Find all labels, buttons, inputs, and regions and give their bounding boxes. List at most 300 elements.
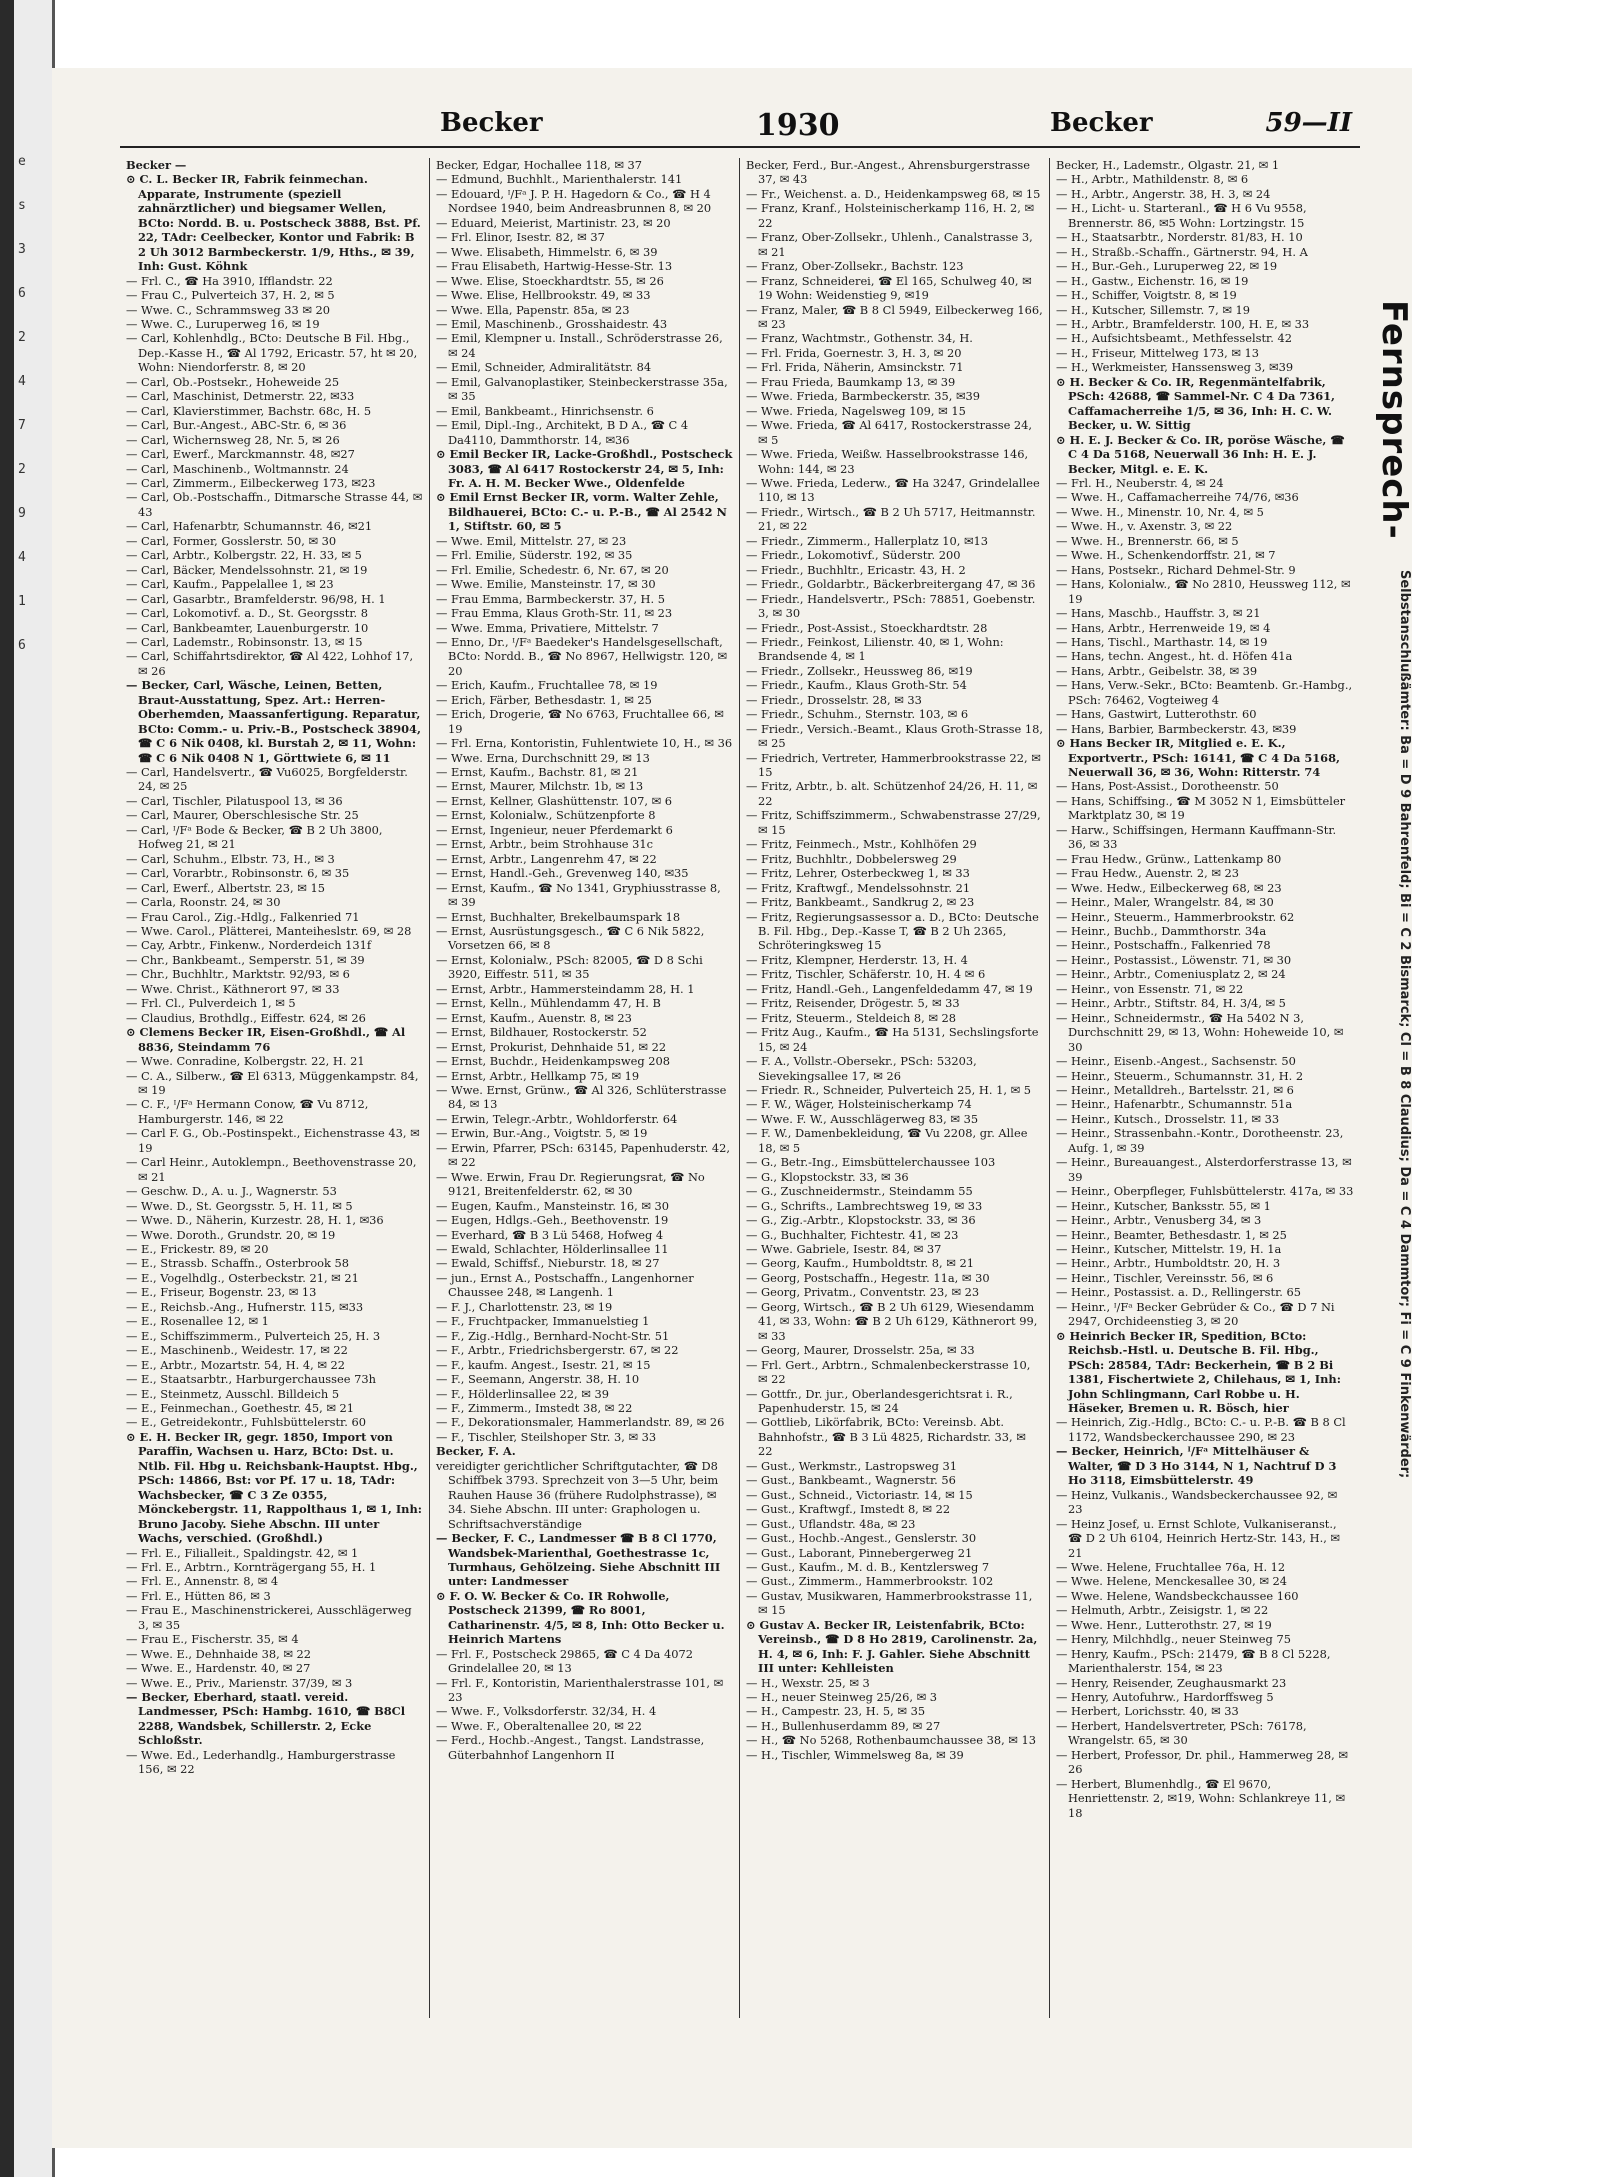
directory-entry: — Emil, Klempner u. Install., Schröderstrasse 26, ✉ 24 <box>436 331 723 360</box>
directory-entry: — Fritz, Klempner, Herderstr. 13, H. 4 <box>746 952 968 967</box>
directory-entry: — Friedrich, Vertreter, Hammerbrookstrasse 22, ✉ 15 <box>746 750 1041 780</box>
directory-entry: — Emil, Dipl.-Ing., Architekt, B D A., ☎ C 4 Da4110, Dammthorstr. 14, ✉36 <box>436 418 689 447</box>
directory-entry: — Frl. E., Arbtrn., Kornträgergang 55, H. 1 <box>126 1559 377 1574</box>
directory-firm-entry: ⊙ Gustav A. Becker IR, Leistenfabrik, BCto: Vereinsb., ☎ D 8 Ho 2819, Carolinenstr. 2a, H. 4, ✉ 6, Inh: F. J. Gahler. Siehe Abschnitt III unter: Kehlleisten <box>746 1617 1038 1676</box>
directory-entry: — Wwe. Elise, Stoeckhardtstr. 55, ✉ 26 <box>436 273 664 288</box>
directory-entry: — Wwe. Ernst, Grünw., ☎ Al 326, Schlüterstrasse 84, ✉ 13 <box>436 1083 727 1112</box>
directory-entry: — Frl. F., Postscheck 29865, ☎ C 4 Da 4072 Grindelallee 20, ✉ 13 <box>436 1646 693 1676</box>
directory-entry: — Hans, Maschb., Hauffstr. 3, ✉ 21 <box>1056 606 1261 621</box>
directory-entry: — Fritz Aug., Kaufm., ☎ Ha 5131, Sechslingsforte 15, ✉ 24 <box>746 1025 1039 1054</box>
directory-entry: — Gust., Laborant, Pinnebergerweg 21 <box>746 1545 973 1560</box>
directory-entry: — E., Arbtr., Mozartstr. 54, H. 4, ✉ 22 <box>126 1357 346 1372</box>
directory-column-1 <box>120 158 430 2018</box>
directory-entry: — F. A., Vollstr.-Obersekr., PSch: 53203, Sievekingsallee 17, ✉ 26 <box>746 1054 977 1083</box>
directory-entry: — Carl, Zimmerm., Eilbeckerweg 173, ✉23 <box>126 475 376 490</box>
directory-firm-entry: ⊙ C. L. Becker IR, Fabrik feinmechan. Apparate, Instrumente (speziell zahnärztlicher) und biegsamer Wellen, BCto: Nordd. B. u. Postscheck 3888, Bst. Pf. 22, TAdr: Ceelbecker, Kontor und Fabrik: B 2 Uh 3012 Barmbeckerstr. 1/9, Hths., ✉ 39, Inh: Gust. Köhnk <box>126 172 421 274</box>
directory-entry: — Eduard, Meierist, Martinistr. 23, ✉ 20 <box>436 215 671 230</box>
directory-entry: — Hans, Postsekr., Richard Dehmel-Str. 9 <box>1056 562 1296 577</box>
directory-entry: — Carl, Hafenarbtr, Schumannstr. 46, ✉21 <box>126 519 373 534</box>
directory-entry: — H., Arbtr., Bramfelderstr. 100, H. E, ✉ 33 <box>1056 316 1310 331</box>
directory-entry: — Ernst, Kelln., Mühlendamm 47, H. B <box>436 996 661 1011</box>
directory-entry: — Wwe. F. W., Ausschlägerweg 83, ✉ 35 <box>746 1111 979 1126</box>
directory-entry: — F., Arbtr., Friedrichsbergerstr. 67, ✉ 22 <box>436 1343 679 1358</box>
directory-entry: — Ernst, Bildhauer, Rostockerstr. 52 <box>436 1025 647 1040</box>
directory-entry: — Ernst, Arbtr., beim Strohhause 31c <box>436 837 654 852</box>
directory-entry: — Herbert, Handelsvertreter, PSch: 76178, Wrangelstr. 65, ✉ 30 <box>1056 1718 1307 1748</box>
directory-entry: — Fritz, Tischler, Schäferstr. 10, H. 4 ✉ 6 <box>746 967 986 982</box>
directory-entry: — F., Hölderlinsallee 22, ✉ 39 <box>436 1386 609 1401</box>
binding-mark: s <box>18 198 26 213</box>
directory-entry: — Wwe. Erwin, Frau Dr. Regierungsrat, ☎ No 9121, Breitenfelderstr. 62, ✉ 30 <box>436 1169 705 1199</box>
header-page-number: 59—II <box>1265 108 1352 138</box>
directory-entry: — Carl, Wichernsweg 28, Nr. 5, ✉ 26 <box>126 432 340 447</box>
directory-entry: — Eugen, Kaufm., Mansteinstr. 16, ✉ 30 <box>436 1198 669 1213</box>
directory-entry: — H., Straßb.-Schaffn., Gärtnerstr. 94, H. A <box>1056 244 1308 259</box>
directory-entry: — Edouard, ᴵ/Fᵃ J. P. H. Hagedorn & Co., ☎ H 4 Nordsee 1940, beim Andreasbrunnen 8, ✉ 20 <box>436 186 712 216</box>
directory-entry: — G., Buchhalter, Fichtestr. 41, ✉ 23 <box>746 1227 959 1242</box>
directory-entry: — Heinr., Postschaffn., Falkenried 78 <box>1056 938 1271 953</box>
directory-entry: — Wwe. H., v. Axenstr. 3, ✉ 22 <box>1056 519 1233 534</box>
directory-entry: — Frl. Gert., Arbtrn., Schmalenbeckerstrasse 10, ✉ 22 <box>746 1357 1031 1387</box>
directory-entry: — Erwin, Telegr.-Arbtr., Wohldorferstr. 64 <box>436 1111 678 1126</box>
directory-entry: — Geschw. D., A. u. J., Wagnerstr. 53 <box>126 1184 337 1199</box>
directory-firm-entry: Becker, F. A. <box>436 1444 516 1459</box>
directory-entry: — Frau E., Fischerstr. 35, ✉ 4 <box>126 1632 299 1647</box>
directory-entry: — Wwe. Erna, Durchschnitt 29, ✉ 13 <box>436 750 650 765</box>
directory-entry: — Ewald, Schiffsf., Nieburstr. 18, ✉ 27 <box>436 1256 660 1271</box>
directory-entry: — Ernst, Maurer, Milchstr. 1b, ✉ 13 <box>436 779 644 794</box>
directory-entry: Becker, H., Lademstr., Olgastr. 21, ✉ 1 <box>1056 158 1280 172</box>
directory-entry: — Carl, ᴵ/Fᵃ Bode & Becker, ☎ B 2 Uh 3800, Hofweg 21, ✉ 21 <box>126 822 383 852</box>
directory-entry: — Gust., Schneid., Victoriastr. 14, ✉ 15 <box>746 1487 973 1502</box>
directory-entry: — Carl, Kaufm., Pappelallee 1, ✉ 23 <box>126 577 334 592</box>
directory-entry: — Frau Hedw., Auenstr. 2, ✉ 23 <box>1056 866 1239 881</box>
directory-columns <box>120 158 1360 2018</box>
directory-firm-entry: — Becker, Eberhard, staatl. vereid. Landmesser, PSch: Hambg. 1610, ☎ B8Cl 2288, Wandsbek, Schillerstr. 2, Ecke Schloßstr. <box>126 1690 406 1748</box>
directory-entry: — Frl. Frida, Goernestr. 3, H. 3, ✉ 20 <box>746 345 962 360</box>
binding-mark: 9 <box>18 506 26 521</box>
directory-entry: — Fritz, Handl.-Geh., Langenfeldedamm 47, ✉ 19 <box>746 981 1033 996</box>
directory-firm-entry: ⊙ Clemens Becker IR, Eisen-Großhdl., ☎ Al 8836, Steindamm 76 <box>126 1025 406 1054</box>
directory-entry: — E., Vogelhdlg., Osterbeckstr. 21, ✉ 21 <box>126 1270 359 1285</box>
directory-entry: — Wwe. Frieda, Weißw. Hasselbrookstrasse 146, Wohn: 144, ✉ 23 <box>746 447 1029 476</box>
directory-entry: — Ernst, Kellner, Glashüttenstr. 107, ✉ 6 <box>436 793 673 808</box>
directory-entry: — F., Seemann, Angerstr. 38, H. 10 <box>436 1372 640 1387</box>
directory-entry: Becker, Ferd., Bur.-Angest., Ahrensburgerstrasse 37, ✉ 43 <box>746 158 1031 187</box>
directory-entry: — Wwe. C., Schrammsweg 33 ✉ 20 <box>126 302 331 317</box>
directory-entry: — Heinr., Postassist., Löwenstr. 71, ✉ 30 <box>1056 952 1292 967</box>
directory-entry: — Erich, Drogerie, ☎ No 6763, Fruchtallee 66, ✉ 19 <box>436 707 724 736</box>
directory-entry: — H., Aufsichtsbeamt., Methfesselstr. 42 <box>1056 331 1292 346</box>
directory-entry: — H., Arbtr., Mathildenstr. 8, ✉ 6 <box>1056 172 1249 187</box>
directory-entry: — Emil, Schneider, Admiralitätstr. 84 <box>436 360 652 375</box>
directory-entry: — Fritz, Steuerm., Steldeich 8, ✉ 28 <box>746 1010 957 1025</box>
directory-entry: — Emil, Galvanoplastiker, Steinbeckerstrasse 35a, ✉ 35 <box>436 374 728 404</box>
directory-entry: — Heinr., Kutsch., Drosselstr. 11, ✉ 33 <box>1056 1111 1280 1126</box>
directory-entry: — Wwe. H., Caffamacherreihe 74/76, ✉36 <box>1056 490 1299 505</box>
directory-entry: — Heinr., Maler, Wrangelstr. 84, ✉ 30 <box>1056 895 1274 910</box>
directory-entry: — Ernst, Prokurist, Dehnhaide 51, ✉ 22 <box>436 1039 667 1054</box>
directory-entry: — F. W., Damenbekleidung, ☎ Vu 2208, gr. Allee 18, ✉ 5 <box>746 1126 1028 1155</box>
directory-entry: — Carl, Maschinenb., Woltmannstr. 24 <box>126 461 349 476</box>
directory-entry: — Hans, Arbtr., Geibelstr. 38, ✉ 39 <box>1056 663 1258 678</box>
directory-entry: — H., Tischler, Wimmelsweg 8a, ✉ 39 <box>746 1747 964 1762</box>
binding-mark: 3 <box>18 242 26 257</box>
directory-firm-entry: ⊙ F. O. W. Becker & Co. IR Rohwolle, Postscheck 21399, ☎ Ro 8001, Catharinenstr. 4/5, ✉ 8, Inh: Otto Becker u. Heinrich Martens <box>436 1588 725 1647</box>
directory-entry: — Wwe. Emma, Privatiere, Mittelstr. 7 <box>436 620 659 635</box>
directory-entry: — Wwe. E., Hardenstr. 40, ✉ 27 <box>126 1661 311 1676</box>
directory-entry: — Fritz, Arbtr., b. alt. Schützenhof 24/26, H. 11, ✉ 22 <box>746 779 1038 808</box>
directory-entry: — Wwe. Frieda, Nagelsweg 109, ✉ 15 <box>746 403 966 418</box>
directory-entry: — Henry, Milchhdlg., neuer Steinweg 75 <box>1056 1632 1291 1647</box>
directory-entry: — E., Getreidekontr., Fuhlsbüttelerstr. 60 <box>126 1415 366 1430</box>
directory-entry: — E., Frickestr. 89, ✉ 20 <box>126 1241 269 1256</box>
directory-entry: — Gust., Hochb.-Angest., Genslerstr. 30 <box>746 1531 977 1546</box>
directory-entry: — Ernst, Arbtr., Hammersteindamm 28, H. 1 <box>436 981 695 996</box>
directory-entry: — Hans, Verw.-Sekr., BCto: Beamtenb. Gr.-Hambg., PSch: 76462, Vogteiweg 4 <box>1056 678 1353 707</box>
directory-entry: — E., Strassb. Schaffn., Osterbrook 58 <box>126 1256 350 1271</box>
directory-entry: — Carl F. G., Ob.-Postinspekt., Eichenstrasse 43, ✉ 19 <box>126 1126 420 1155</box>
directory-entry: — H., Kutscher, Sillemstr. 7, ✉ 19 <box>1056 302 1250 317</box>
directory-entry: — Carl, Maschinist, Detmerstr. 22, ✉33 <box>126 389 355 404</box>
directory-entry: — Erich, Kaufm., Fruchtallee 78, ✉ 19 <box>436 678 658 693</box>
directory-entry: — Fritz, Bankbeamt., Sandkrug 2, ✉ 23 <box>746 895 975 910</box>
directory-entry: — F., kaufm. Angest., Isestr. 21, ✉ 15 <box>436 1357 651 1372</box>
directory-entry: — Carl, Tischler, Pilatuspool 13, ✉ 36 <box>126 793 343 808</box>
directory-entry: — Wwe. Helene, Fruchtallee 76a, H. 12 <box>1056 1559 1286 1574</box>
directory-entry: — H., Bullenhuserdamm 89, ✉ 27 <box>746 1718 941 1733</box>
directory-entry: — G., Schrifts., Lambrechtsweg 19, ✉ 33 <box>746 1198 983 1213</box>
directory-entry: — Wwe. F., Oberaltenallee 20, ✉ 22 <box>436 1718 642 1733</box>
directory-entry: — H., Campestr. 23, H. 5, ✉ 35 <box>746 1704 926 1719</box>
directory-entry: — Claudius, Brothdlg., Eiffestr. 624, ✉ 26 <box>126 1010 366 1025</box>
directory-entry: — H., Licht- u. Starteranl., ☎ H 6 Vu 9558, Brennerstr. 86, ✉5 Wohn: Lortzingstr. 15 <box>1056 201 1307 230</box>
directory-entry: — Ernst, Kolonialw., PSch: 82005, ☎ D 8 Schi 3920, Eiffestr. 511, ✉ 35 <box>436 952 703 982</box>
directory-entry: — F., Tischler, Steilshoper Str. 3, ✉ 33 <box>436 1429 657 1444</box>
binding-mark: 4 <box>18 550 26 565</box>
directory-entry: — Carl, Schuhm., Elbstr. 73, H., ✉ 3 <box>126 851 335 866</box>
directory-entry: — Ewald, Schlachter, Hölderlinsallee 11 <box>436 1241 669 1256</box>
directory-entry: — Carl, Vorarbtr., Robinsonstr. 6, ✉ 35 <box>126 866 350 881</box>
directory-entry: — Friedr., Lokomotivf., Süderstr. 200 <box>746 548 961 563</box>
directory-entry: — Gust., Werkmstr., Lastropsweg 31 <box>746 1458 957 1473</box>
directory-entry: — Friedr., Goldarbtr., Bäckerbreitergang 47, ✉ 36 <box>746 577 1036 592</box>
directory-column-2 <box>430 158 740 2018</box>
directory-entry: — Friedr., Kaufm., Klaus Groth-Str. 54 <box>746 678 967 693</box>
directory-entry: — Ferd., Hochb.-Angest., Tangst. Landstrasse, Güterbahnhof Langenhorn II <box>436 1733 705 1762</box>
directory-entry: — Herbert, Blumenhdlg., ☎ El 9670, Henriettenstr. 2, ✉19, Wohn: Schlankreye 11, ✉ 18 <box>1056 1776 1346 1820</box>
directory-entry: — Frl. F., Kontoristin, Marienthalerstrasse 101, ✉ 23 <box>436 1675 724 1705</box>
directory-entry: — Heinr., Hafenarbtr., Schumannstr. 51a <box>1056 1097 1293 1112</box>
directory-entry: — Frl. Erna, Kontoristin, Fuhlentwiete 10, H., ✉ 36 <box>436 736 733 751</box>
directory-entry: — Henry, Autofuhrw., Hardorffsweg 5 <box>1056 1690 1274 1705</box>
directory-entry: — E., Staatsarbtr., Harburgerchaussee 73h <box>126 1372 376 1387</box>
directory-entry: — Heinz Josef, u. Ernst Schlote, Vulkaniseranst., ☎ D 2 Uh 6104, Heinrich Hertz-Str. 143, H., ✉ 21 <box>1056 1516 1340 1560</box>
directory-entry: — Heinr., Metalldreh., Bartelsstr. 21, ✉ 6 <box>1056 1083 1294 1097</box>
directory-entry: — Friedr., Schuhm., Sternstr. 103, ✉ 6 <box>746 707 969 722</box>
binding-margin-characters <box>18 140 46 668</box>
directory-entry: — Eugen, Hdlgs.-Geh., Beethovenstr. 19 <box>436 1213 669 1228</box>
binding-mark: 6 <box>18 638 26 653</box>
directory-entry: — Frl. Emilie, Süderstr. 192, ✉ 35 <box>436 548 633 563</box>
directory-firm-entry: ⊙ E. H. Becker IR, gegr. 1850, Import von Paraffin, Wachsen u. Harz, BCto: Dst. u. Ntlb. Fil. Hbg u. Reichsbank-Hauptst. Hbg., PSch: 14866, Bst: vor Pf. 17 u. 18, TAdr: Wachsbecker, ☎ C 3 Ze 0355, Mönckebergstr. 11, Rappolthaus 1, ✉ 1, Inh: Bruno Jacoby. Siehe Abschn. III unter Wachs, verschied. (Großhdl.) <box>126 1429 422 1546</box>
directory-entry: — Fritz, Schiffszimmerm., Schwabenstrasse 27/29, ✉ 15 <box>746 808 1041 837</box>
directory-entry: — Heinr., Tischler, Vereinsstr. 56, ✉ 6 <box>1056 1270 1274 1285</box>
directory-entry: — Carl, Schiffahrtsdirektor, ☎ Al 422, Lohhof 17, ✉ 26 <box>126 649 414 678</box>
directory-entry: — Wwe. Elise, Hellbrookstr. 49, ✉ 33 <box>436 288 651 303</box>
directory-entry: — G., Klopstockstr. 33, ✉ 36 <box>746 1169 909 1184</box>
directory-entry: — Frl. E., Filialleit., Spaldingstr. 42, ✉ 1 <box>126 1545 359 1560</box>
directory-entry: — Georg, Kaufm., Humboldtstr. 8, ✉ 21 <box>746 1256 974 1271</box>
directory-entry: — Friedr., Buchhltr., Ericastr. 43, H. 2 <box>746 562 966 577</box>
directory-entry: — Everhard, ☎ B 3 Lü 5468, Hofweg 4 <box>436 1227 664 1242</box>
directory-entry: — Heinr., Eisenb.-Angest., Sachsenstr. 50 <box>1056 1054 1296 1069</box>
directory-entry: — Carl, Former, Gosslerstr. 50, ✉ 30 <box>126 533 337 548</box>
directory-entry: — Heinr., Kutscher, Mittelstr. 19, H. 1a <box>1056 1241 1282 1256</box>
directory-entry: — H., Staatsarbtr., Norderstr. 81/83, H. 10 <box>1056 230 1303 245</box>
directory-entry: — Wwe. Christ., Käthnerort 97, ✉ 33 <box>126 981 340 996</box>
directory-entry: — E., Reichsb.-Ang., Hufnerstr. 115, ✉33 <box>126 1299 364 1314</box>
directory-entry: — F. J., Charlottenstr. 23, ✉ 19 <box>436 1299 613 1314</box>
directory-entry: — Heinr., Steuerm., Hammerbrookstr. 62 <box>1056 909 1295 924</box>
directory-entry: — Frau Emma, Barmbeckerstr. 37, H. 5 <box>436 591 665 606</box>
directory-entry: — H., Schiffer, Voigtstr. 8, ✉ 19 <box>1056 288 1237 303</box>
directory-entry: — Carl, Ewerf., Marckmannstr. 48, ✉27 <box>126 447 355 462</box>
directory-entry: — Frau E., Maschinenstrickerei, Ausschlägerweg 3, ✉ 35 <box>126 1603 412 1632</box>
directory-entry: — Carl, Maurer, Oberschlesische Str. 25 <box>126 808 359 823</box>
directory-entry: — Franz, Kranf., Holsteinischerkamp 116, H. 2, ✉ 22 <box>746 201 1035 230</box>
directory-entry: — Wwe. E., Dehnhaide 38, ✉ 22 <box>126 1646 311 1661</box>
directory-firm-entry: — Becker, Heinrich, ᴵ/Fᵃ Mittelhäuser & Walter, ☎ D 3 Ho 3144, N 1, Nachtruf D 3 Ho 3118, Eimsbüttelerstr. 49 <box>1056 1444 1337 1488</box>
directory-entry: — Ernst, Arbtr., Hellkamp 75, ✉ 19 <box>436 1068 640 1083</box>
directory-entry: — Chr., Bankbeamt., Semperstr. 51, ✉ 39 <box>126 952 365 967</box>
directory-entry: — Wwe. F., Volksdorferstr. 32/34, H. 4 <box>436 1704 657 1719</box>
directory-entry: — Gust., Zimmerm., Hammerbrookstr. 102 <box>746 1574 994 1589</box>
binding-edge <box>0 0 14 2177</box>
directory-entry: vereidigter gerichtlicher Schriftgutachter, ☎ D8 Schiffbek 3793. Sprechzeit von 3—5 Uhr, beim Rauhen Hause 36 (frühere Rudolphstrasse), ✉ 34. Siehe Abschn. III unter: Graphologen u. Schriftsachverständige <box>436 1458 719 1531</box>
directory-entry: — Georg, Maurer, Drosselstr. 25a, ✉ 33 <box>746 1343 975 1358</box>
directory-entry: — F., Zig.-Hdlg., Bernhard-Nocht-Str. 51 <box>436 1328 670 1343</box>
directory-entry: — Carl, Gasarbtr., Bramfelderstr. 96/98, H. 1 <box>126 591 386 606</box>
directory-entry: — Carl, Bankbeamter, Lauenburgerstr. 10 <box>126 620 369 635</box>
directory-entry: — C. A., Silberw., ☎ El 6313, Müggenkampstr. 84, ✉ 19 <box>126 1068 419 1097</box>
directory-entry: Becker, Edgar, Hochallee 118, ✉ 37 <box>436 158 643 172</box>
directory-entry: — Heinr., Steuerm., Schumannstr. 31, H. 2 <box>1056 1068 1304 1083</box>
directory-entry: — Franz, Maler, ☎ B 8 Cl 5949, Eilbeckerweg 166, ✉ 23 <box>746 302 1043 331</box>
directory-entry: — Frl. E., Hütten 86, ✉ 3 <box>126 1588 271 1603</box>
directory-entry: — Heinr., Arbtr., Venusberg 34, ✉ 3 <box>1056 1213 1262 1228</box>
directory-entry: — G., Betr.-Ing., Eimsbüttelerchaussee 103 <box>746 1155 996 1170</box>
directory-entry: — Hans, Gastwirt, Lutterothstr. 60 <box>1056 707 1257 722</box>
binding-mark: 2 <box>18 330 26 345</box>
directory-entry: — Frau Frieda, Baumkamp 13, ✉ 39 <box>746 374 956 389</box>
directory-entry: — Ernst, Kaufm., Bachstr. 81, ✉ 21 <box>436 765 639 780</box>
directory-entry: — Heinrich, Zig.-Hdlg., BCto: C.- u. P.-B. ☎ B 8 Cl 1172, Wandsbeckerchaussee 290, ✉ 23 <box>1056 1415 1346 1444</box>
directory-entry: — Friedr., Handelsvertr., PSch: 78851, Goebenstr. 3, ✉ 30 <box>746 591 1036 621</box>
directory-entry: — H., Gastw., Eichenstr. 16, ✉ 19 <box>1056 273 1249 288</box>
sidebar-title: Fernsprech- <box>1374 300 1414 540</box>
directory-entry: — F., Fruchtpacker, Immanuelstieg 1 <box>436 1314 650 1329</box>
directory-entry: — Fritz, Kraftwgf., Mendelssohnstr. 21 <box>746 880 971 895</box>
directory-entry: — Fritz, Reisender, Drögestr. 5, ✉ 33 <box>746 996 960 1011</box>
directory-entry: — Friedr., Post-Assist., Stoeckhardtstr. 28 <box>746 620 988 635</box>
directory-entry: — F., Dekorationsmaler, Hammerlandstr. 89, ✉ 26 <box>436 1415 725 1430</box>
directory-entry: — Wwe. H., Brennerstr. 66, ✉ 5 <box>1056 533 1239 548</box>
directory-entry: — H., Bur.-Geh., Luruperweg 22, ✉ 19 <box>1056 259 1278 274</box>
directory-entry: — Hans, Tischl., Marthastr. 14, ✉ 19 <box>1056 634 1268 649</box>
directory-entry: — Wwe. Henr., Lutterothstr. 27, ✉ 19 <box>1056 1617 1272 1632</box>
directory-entry: — H., Arbtr., Angerstr. 38, H. 3, ✉ 24 <box>1056 186 1271 201</box>
directory-entry: — Hans, techn. Angest., ht. d. Höfen 41a <box>1056 649 1293 664</box>
directory-entry: — E., Rosenallee 12, ✉ 1 <box>126 1314 269 1329</box>
binding-mark: 6 <box>18 286 26 301</box>
directory-entry: — Friedr., Zollsekr., Heussweg 86, ✉19 <box>746 663 973 678</box>
directory-entry: — Carl, Klavierstimmer, Bachstr. 68c, H. 5 <box>126 403 372 418</box>
directory-entry: — Frau Hedw., Grünw., Lattenkamp 80 <box>1056 851 1282 866</box>
directory-entry: — Heinr., ᴵ/Fᵃ Becker Gebrüder & Co., ☎ D 7 Ni 2947, Orchideenstieg 3, ✉ 20 <box>1056 1299 1335 1329</box>
directory-entry: — Frau C., Pulverteich 37, H. 2, ✉ 5 <box>126 288 335 303</box>
directory-entry: — Emil, Maschinenb., Grosshaidestr. 43 <box>436 316 668 331</box>
fernsprech-sidebar <box>1368 300 1414 1680</box>
directory-entry: — Wwe. Emilie, Mansteinstr. 17, ✉ 30 <box>436 577 656 592</box>
directory-entry: — Fr., Weichenst. a. D., Heidenkampsweg 68, ✉ 15 <box>746 186 1041 201</box>
directory-entry: — Heinr., Schneidermstr., ☎ Ha 5402 N 3, Durchschnitt 29, ✉ 13, Wohn: Hoheweide 10, ✉ 30 <box>1056 1010 1344 1054</box>
directory-firm-entry: Becker — <box>126 158 187 172</box>
directory-entry: — Heinr., Oberpfleger, Fuhlsbüttelerstr. 417a, ✉ 33 <box>1056 1184 1354 1199</box>
directory-entry: — Carl, Ewerf., Albertstr. 23, ✉ 15 <box>126 880 325 895</box>
directory-entry: — Fritz, Regierungsassessor a. D., BCto: Deutsche B. Fil. Hbg., Dep.-Kasse T, ☎ B 2 Uh 2365, Schröteringksweg 15 <box>746 909 1039 953</box>
directory-entry: — Frl. E., Annenstr. 8, ✉ 4 <box>126 1574 279 1589</box>
directory-entry: — Wwe. Hedw., Eilbeckerweg 68, ✉ 23 <box>1056 880 1282 895</box>
sidebar-exchange-legend: Selbstanschlußämter: Ba = D 9 Bahrenfeld; Bi = C 2 Bismarck; Cl = B 8 Claudius; Da = C 4 Dammtor; Fi = C 9 Finkenwärder; <box>1397 570 1412 1479</box>
directory-entry: — Henry, Reisender, Zeughausmarkt 23 <box>1056 1675 1287 1690</box>
directory-entry: — Erwin, Pfarrer, PSch: 63145, Papenhuderstr. 42, ✉ 22 <box>436 1140 731 1170</box>
directory-entry: — Georg, Wirtsch., ☎ B 2 Uh 6129, Wiesendamm 41, ✉ 33, Wohn: ☎ B 2 Uh 6129, Käthnerort 99, ✉ 33 <box>746 1299 1038 1343</box>
directory-entry: — Carla, Roonstr. 24, ✉ 30 <box>126 895 281 910</box>
directory-entry: — jun., Ernst A., Postschaffn., Langenhorner Chaussee 248, ✉ Langenh. 1 <box>436 1270 694 1300</box>
directory-firm-entry: — Becker, Carl, Wäsche, Leinen, Betten, Braut-Ausstattung, Spez. Art.: Herren-Oberhemden, Maassanfertigung. Reparatur, BCto: Comm.- u. Priv.-B., Postscheck 38904, ☎ C 6 Nik 0408, kl. Burstah 2, ✉ 11, Wohn: ☎ C 6 Nik 0408 N 1, Görttwiete 6, ✉ 11 <box>126 678 421 765</box>
directory-entry: — Carl, Lokomotivf. a. D., St. Georgsstr. 8 <box>126 606 369 621</box>
directory-entry: — Heinr., Kutscher, Banksstr. 55, ✉ 1 <box>1056 1198 1271 1213</box>
directory-entry: — Cay, Arbtr., Finkenw., Norderdeich 131f <box>126 938 372 953</box>
directory-entry: — Hans, Kolonialw., ☎ No 2810, Heussweg 112, ✉ 19 <box>1056 577 1351 606</box>
header-year: 1930 <box>756 108 840 143</box>
directory-firm-entry: ⊙ H. Becker & Co. IR, Regenmäntelfabrik, PSch: 42688, ☎ Sammel-Nr. C 4 Da 7361, Caffamacherreihe 1/5, ✉ 36, Inh: H. C. W. Becker, u. W. Sittig <box>1056 374 1336 433</box>
directory-entry: — Gust., Bankbeamt., Wagnerstr. 56 <box>746 1473 956 1488</box>
directory-entry: — Wwe. Frieda, Lederw., ☎ Ha 3247, Grindelallee 110, ✉ 13 <box>746 475 1040 505</box>
directory-firm-entry: ⊙ Heinrich Becker IR, Spedition, BCto: Reichsb.-Hstl. u. Deutsche B. Fil. Hbg., PSch: 28584, TAdr: Beckerhein, ☎ B 2 Bi 1381, Fischertwiete 2, Chilehaus, ✉ 1, Inh: John Schlingmann, Carl Robbe u. H. Häseker, Bremen u. R. Bösch, hier <box>1056 1328 1341 1415</box>
directory-entry: — Carl Heinr., Autoklempn., Beethovenstrasse 20, ✉ 21 <box>126 1155 417 1184</box>
directory-entry: — Georg, Privatm., Conventstr. 23, ✉ 23 <box>746 1285 980 1300</box>
directory-entry: — H., neuer Steinweg 25/26, ✉ 3 <box>746 1690 938 1705</box>
directory-entry: — Frl. C., ☎ Ha 3910, Ifflandstr. 22 <box>126 273 333 288</box>
directory-entry: — Wwe. D., St. Georgsstr. 5, H. 11, ✉ 5 <box>126 1198 353 1213</box>
directory-entry: — Ernst, Buchhalter, Brekelbaumspark 18 <box>436 909 681 924</box>
directory-firm-entry: ⊙ Hans Becker IR, Mitglied e. E. K., Exportvertr., PSch: 16141, ☎ C 4 Da 5168, Neuerwall 36, ✉ 36, Wohn: Ritterstr. 74 <box>1056 736 1340 780</box>
directory-entry: — H., Wexstr. 25, ✉ 3 <box>746 1675 870 1690</box>
directory-entry: — E., Steinmetz, Ausschl. Billdeich 5 <box>126 1386 340 1401</box>
directory-entry: — Wwe. D., Näherin, Kurzestr. 28, H. 1, ✉36 <box>126 1213 384 1228</box>
binding-mark: 7 <box>18 418 26 433</box>
directory-entry: — Carl, Bäcker, Mendelssohnstr. 21, ✉ 19 <box>126 562 368 577</box>
directory-entry: — Heinr., Beamter, Bethesdastr. 1, ✉ 25 <box>1056 1227 1287 1242</box>
directory-firm-entry: ⊙ Emil Ernst Becker IR, vorm. Walter Zehle, Bildhauerei, BCto: C.- u. P.-B., ☎ Al 2542 N 1, Stiftstr. 60, ✉ 5 <box>436 490 727 534</box>
directory-entry: — Franz, Schneiderei, ☎ El 165, Schulweg 40, ✉ 19 Wohn: Weidenstieg 9, ✉19 <box>746 273 1032 303</box>
binding-mark: e <box>18 154 26 169</box>
directory-entry: — Frl. Cl., Pulverdeich 1, ✉ 5 <box>126 996 296 1011</box>
directory-entry: — Heinr., von Essenstr. 71, ✉ 22 <box>1056 981 1244 996</box>
directory-entry: — Frau Emma, Klaus Groth-Str. 11, ✉ 23 <box>436 606 673 621</box>
directory-entry: — Franz, Ober-Zollsekr., Bachstr. 123 <box>746 259 964 274</box>
directory-entry: — Ernst, Ingenieur, neuer Pferdemarkt 6 <box>436 822 673 837</box>
directory-entry: — Henry, Kaufm., PSch: 21479, ☎ B 8 Cl 5228, Marienthalerstr. 154, ✉ 23 <box>1056 1646 1331 1676</box>
directory-firm-entry: — Becker, F. C., Landmesser ☎ B 8 Cl 1770, Wandsbek-Marienthal, Goethestrasse 1c, Turmhaus, Gehölzeing. Siehe Abschnitt III unter: Landmesser <box>436 1531 721 1589</box>
directory-entry: — Ernst, Kaufm., Auenstr. 8, ✉ 23 <box>436 1010 632 1025</box>
directory-entry: — H., Werkmeister, Hanssensweg 3, ✉39 <box>1056 360 1294 375</box>
directory-entry: — Chr., Buchhltr., Marktstr. 92/93, ✉ 6 <box>126 967 350 982</box>
directory-entry: — Wwe. H., Minenstr. 10, Nr. 4, ✉ 5 <box>1056 504 1264 519</box>
directory-entry: — C. F., ᴵ/Fᵃ Hermann Conow, ☎ Vu 8712, Hamburgerstr. 146, ✉ 22 <box>126 1097 369 1126</box>
directory-entry: — Hans, Post-Assist., Dorotheenstr. 50 <box>1056 779 1279 794</box>
directory-entry: — Friedr., Feinkost, Lilienstr. 40, ✉ 1, Wohn: Brandsende 4, ✉ 1 <box>746 634 1004 664</box>
directory-entry: — Herbert, Lorichsstr. 40, ✉ 33 <box>1056 1704 1239 1719</box>
directory-entry: — Carl, Ob.-Postschaffn., Ditmarsche Strasse 44, ✉ 43 <box>126 490 423 519</box>
directory-entry: — Hans, Schiffsing., ☎ M 3052 N 1, Eimsbütteler Marktplatz 30, ✉ 19 <box>1056 793 1346 823</box>
directory-entry: — Heinr., Buchb., Dammthorstr. 34a <box>1056 924 1267 939</box>
directory-entry: — Friedr., Versich.-Beamt., Klaus Groth-Strasse 18, ✉ 25 <box>746 721 1043 751</box>
directory-entry: — Ernst, Kolonialw., Schützenpforte 8 <box>436 808 656 823</box>
directory-entry: — Friedr. R., Schneider, Pulverteich 25, H. 1, ✉ 5 <box>746 1083 1031 1097</box>
directory-entry: — E., Schiffszimmerm., Pulverteich 25, H. 3 <box>126 1328 381 1343</box>
directory-entry: — Erich, Färber, Bethesdastr. 1, ✉ 25 <box>436 692 652 707</box>
directory-entry: — Franz, Wachtmstr., Gothenstr. 34, H. <box>746 331 973 346</box>
directory-entry: — Wwe. Frieda, ☎ Al 6417, Rostockerstrasse 24, ✉ 5 <box>746 418 1033 447</box>
directory-entry: — Friedr., Wirtsch., ☎ B 2 Uh 5717, Heitmannstr. 21, ✉ 22 <box>746 504 1036 534</box>
directory-entry: — G., Zig.-Arbtr., Klopstockstr. 33, ✉ 36 <box>746 1213 976 1228</box>
directory-entry: — Wwe. Helene, Wandsbeckchaussee 160 <box>1056 1588 1299 1603</box>
directory-entry: — Wwe. Doroth., Grundstr. 20, ✉ 19 <box>126 1227 336 1242</box>
directory-entry: — Gust., Uflandstr. 48a, ✉ 23 <box>746 1516 916 1531</box>
directory-entry: — Frl. Emilie, Schedestr. 6, Nr. 67, ✉ 20 <box>436 562 669 577</box>
directory-entry: — Wwe. Ella, Papenstr. 85a, ✉ 23 <box>436 302 630 317</box>
directory-entry: — Carl, Kohlenhdlg., BCto: Deutsche B Fil. Hbg., Dep.-Kasse H., ☎ Al 1792, Ericastr. 57, ht ✉ 20, Wohn: Niendorferstr. 8, ✉ 20 <box>126 331 418 375</box>
directory-entry: — Ernst, Handl.-Geh., Grevenweg 140, ✉35 <box>436 866 689 881</box>
directory-entry: — Gustav, Musikwaren, Hammerbrookstrasse 11, ✉ 15 <box>746 1588 1033 1618</box>
directory-entry: — Carl, Ob.-Postsekr., Hoheweide 25 <box>126 374 340 389</box>
directory-entry: — Gust., Kaufm., M. d. B., Kentzlersweg 7 <box>746 1559 990 1574</box>
directory-firm-entry: ⊙ H. E. J. Becker & Co. IR, poröse Wäsche, ☎ C 4 Da 5168, Neuerwall 36 Inh: H. E. J. Becker, Mitgl. e. E. K. <box>1056 432 1345 476</box>
directory-entry: — Wwe. Gabriele, Isestr. 84, ✉ 37 <box>746 1241 942 1256</box>
binding-mark: 1 <box>18 594 26 609</box>
directory-entry: — Harw., Schiffsingen, Hermann Kauffmann-Str. 36, ✉ 33 <box>1056 822 1337 852</box>
header-left-name: Becker <box>440 108 543 138</box>
directory-column-3 <box>740 158 1050 2018</box>
directory-entry: — Ernst, Ausrüstungsgesch., ☎ C 6 Nik 5822, Vorsetzen 66, ✉ 8 <box>436 924 705 953</box>
directory-entry: — Carl, Bur.-Angest., ABC-Str. 6, ✉ 36 <box>126 418 347 433</box>
directory-entry: — Erwin, Bur.-Ang., Voigtstr. 5, ✉ 19 <box>436 1126 648 1141</box>
directory-entry: — Wwe. H., Schenkendorffstr. 21, ✉ 7 <box>1056 548 1276 563</box>
directory-entry: — Enno, Dr., ᴵ/Fᵃ Baedeker's Handelsgesellschaft, BCto: Nordd. B., ☎ No 8967, Hellwigstr. 120, ✉ 20 <box>436 634 728 678</box>
directory-entry: — E., Friseur, Bogenstr. 23, ✉ 13 <box>126 1285 317 1300</box>
directory-entry: — Frl. Frida, Näherin, Amsinckstr. 71 <box>746 360 964 375</box>
directory-entry: — Fritz, Buchhltr., Dobbelersweg 29 <box>746 851 957 866</box>
directory-entry: — Gust., Kraftwgf., Imstedt 8, ✉ 22 <box>746 1502 951 1517</box>
directory-entry: — F. W., Wäger, Holsteinischerkamp 74 <box>746 1097 972 1112</box>
directory-entry: — Heinz, Vulkanis., Wandsbeckerchaussee 92, ✉ 23 <box>1056 1487 1338 1517</box>
directory-entry: — Carl, Handelsvertr., ☎ Vu6025, Borgfelderstr. 24, ✉ 25 <box>126 765 408 794</box>
binding-mark: 4 <box>18 374 26 389</box>
directory-entry: — Fritz, Feinmech., Mstr., Kohlhöfen 29 <box>746 837 977 852</box>
